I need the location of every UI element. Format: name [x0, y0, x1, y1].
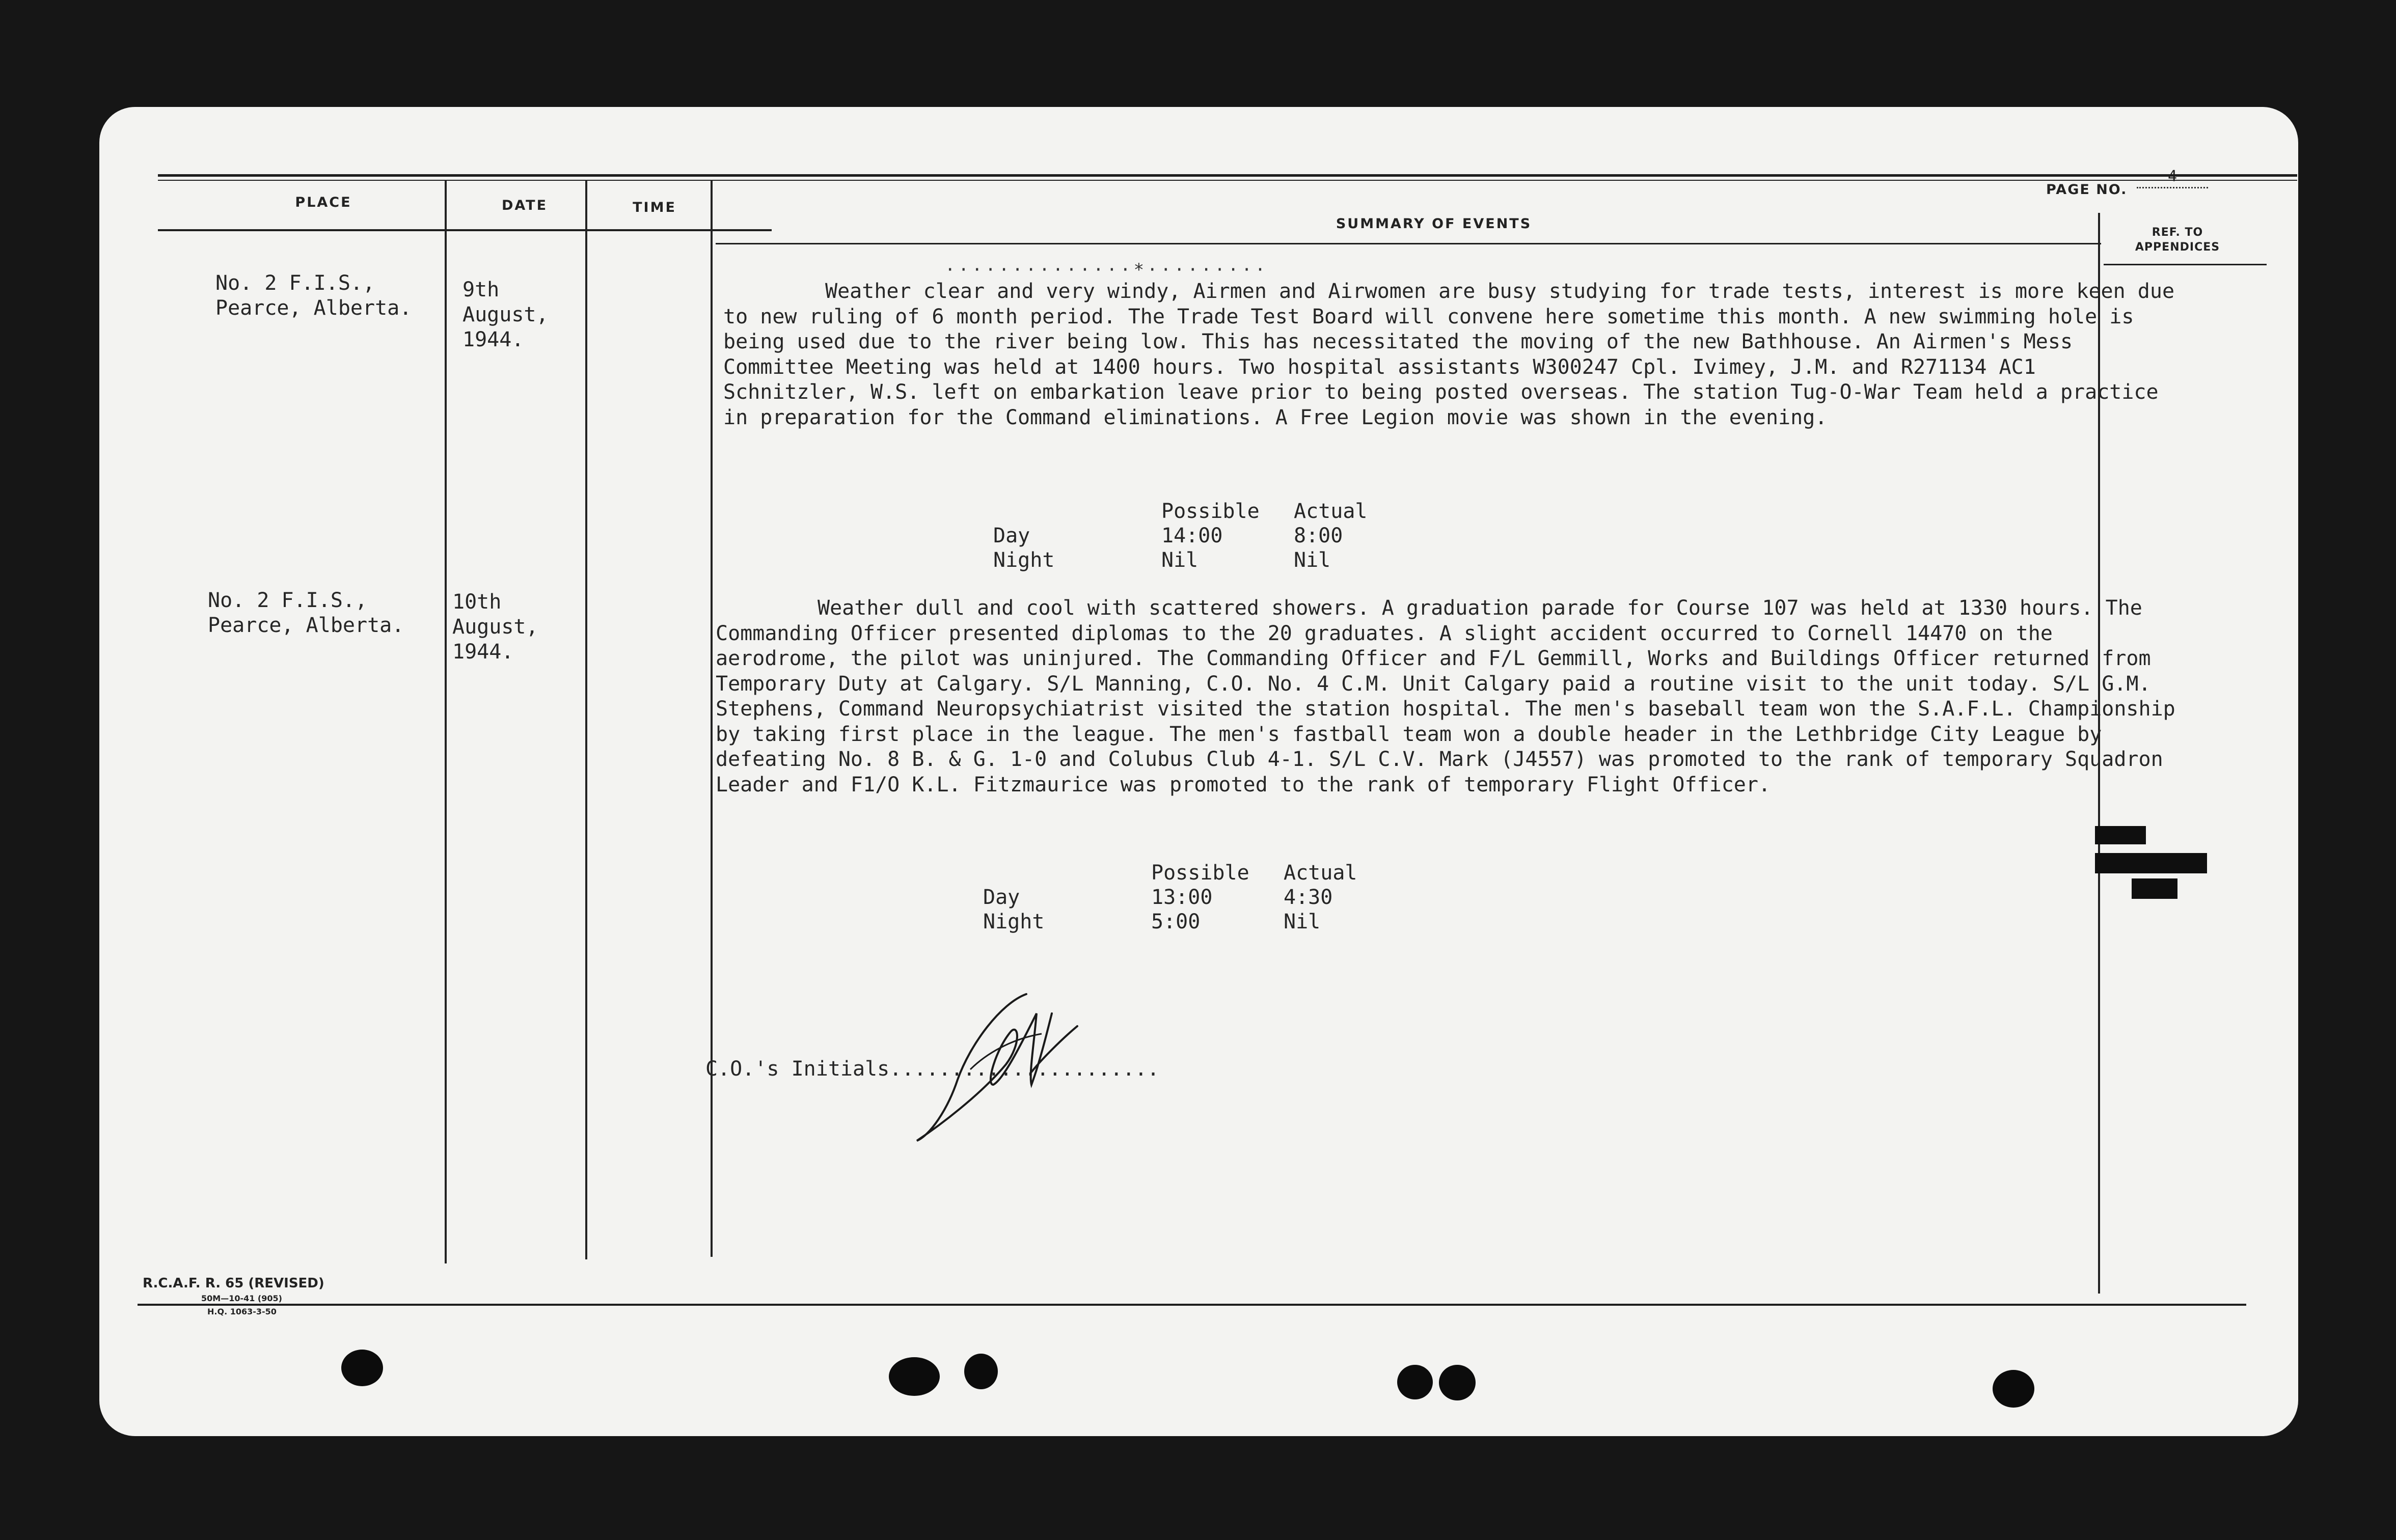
night-actual: Nil: [1284, 910, 1321, 933]
page-no-label: PAGE NO.: [2046, 182, 2128, 198]
header-summary: SUMMARY OF EVENTS: [1336, 216, 1532, 232]
day-actual: 8:00: [1294, 524, 1343, 547]
header-rule-ref: [2104, 264, 2267, 265]
punch-hole: [889, 1357, 940, 1396]
co-initials-label: C.O.'s Initials: [705, 1057, 890, 1081]
entry-1-summary: Weather clear and very windy, Airmen and Airwomen are busy studying for trade tests, interest is more keen due to new ruling of 6 month period. The Trade Test Board will convene here sometime this month. A new swimming hole is being used due to the river being low. This has necessitated the moving of the new Bathhouse. An Airmen's Mess Committee Meeting was held at 1400 hours. Two hospital assistants W300247 Cpl. Ivimey, J.M. and R271134 AC1 Schnitzler, W.S. left on embarkation leave prior to being posted overseas. The station Tug-O-War Team held a practice in preparation for the Command eliminations. A Free Legion movie was shown in the evening.: [723, 280, 2175, 429]
header-date: DATE: [501, 198, 548, 213]
day-possible: 14:00: [1161, 524, 1223, 547]
possible-label: Possible: [1151, 861, 1249, 885]
day-actual: 4:30: [1284, 886, 1333, 909]
top-rule: [158, 174, 2297, 177]
header-rule-summary: [716, 243, 2101, 244]
night-possible: 5:00: [1151, 910, 1201, 933]
column-divider-place: [445, 180, 447, 1263]
diary-card: [99, 107, 2298, 1436]
co-initials-dots: ......................: [889, 1057, 1160, 1081]
bottom-rule: [138, 1304, 2246, 1306]
night-label: Night: [983, 910, 1045, 933]
header-time: TIME: [633, 200, 676, 215]
entry-2-date: 10th August, 1944.: [452, 590, 538, 664]
night-possible: Nil: [1161, 548, 1199, 572]
punch-hole: [1397, 1365, 1433, 1399]
top-rule-thin: [158, 180, 2297, 181]
dotted-separator: ··············*·········: [945, 260, 1269, 280]
punch-hole: [341, 1350, 383, 1386]
entry-2-flying-hours: [983, 861, 1391, 937]
redaction-mark: [2095, 826, 2146, 844]
actual-label: Actual: [1284, 861, 1357, 885]
header-rule-left: [158, 229, 772, 231]
actual-label: Actual: [1294, 500, 1368, 523]
entry-1-flying-hours: [993, 499, 1401, 575]
header-place: PLACE: [295, 195, 352, 210]
entry-2-place: No. 2 F.I.S., Pearce, Alberta.: [208, 589, 404, 637]
day-label: Day: [983, 886, 1020, 909]
redaction-mark: [2132, 878, 2177, 899]
entry-2-summary: Weather dull and cool with scattered showers. A graduation parade for Course 107 was held at 1330 hours. The Commanding Officer presented diplomas to the 20 graduates. A slight accident occurred to Cornell 14470 on the aerodrome, the pilot was uninjured. The Commanding Officer and F/L Gemmill, Works and Buildings Officer returned from Temporary Duty at Calgary. S/L Manning, C.O. No. 4 C.M. Unit Calgary paid a routine visit to the unit today. S/L G.M. Stephens, Command Neuropsychiatrist visited the station hospital. The men's baseball team won the S.A.F.L. Championship by taking first place in the league. The men's fastball team won a double header in the Lethbridge City League by defeating No. 8 B. & G. 1-0 and Colubus Club 4-1. S/L C.V. Mark (J4557) was promoted to the rank of temporary Squadron Leader and F1/O K.L. Fitzmaurice was promoted to the rank of temporary Flight Officer.: [716, 596, 2175, 796]
punch-hole: [1993, 1370, 2034, 1408]
night-actual: Nil: [1294, 548, 1331, 572]
possible-label: Possible: [1161, 500, 1260, 523]
header-ref-appendices: [2116, 225, 2239, 255]
form-print-code: 50M—10-41 (905): [201, 1294, 282, 1303]
night-label: Night: [993, 548, 1055, 572]
column-divider-time: [711, 180, 713, 1257]
header-ref-line2: APPENDICES: [2135, 241, 2220, 254]
entry-1-date: 9th August, 1944.: [462, 278, 549, 351]
punch-hole: [964, 1354, 998, 1389]
entry-1-place: No. 2 F.I.S., Pearce, Alberta.: [215, 271, 412, 320]
form-hq-code: H.Q. 1063-3-50: [207, 1307, 277, 1316]
day-possible: 13:00: [1151, 886, 1213, 909]
punch-hole: [1439, 1365, 1476, 1400]
form-number: R.C.A.F. R. 65 (REVISED): [143, 1276, 324, 1291]
header-ref-line1: REF. TO: [2152, 226, 2203, 239]
signature-initials: [909, 983, 1123, 1146]
day-label: Day: [993, 524, 1030, 547]
column-divider-date: [585, 180, 587, 1259]
page-no-value: 4: [2137, 168, 2208, 188]
redaction-mark: [2095, 853, 2207, 873]
